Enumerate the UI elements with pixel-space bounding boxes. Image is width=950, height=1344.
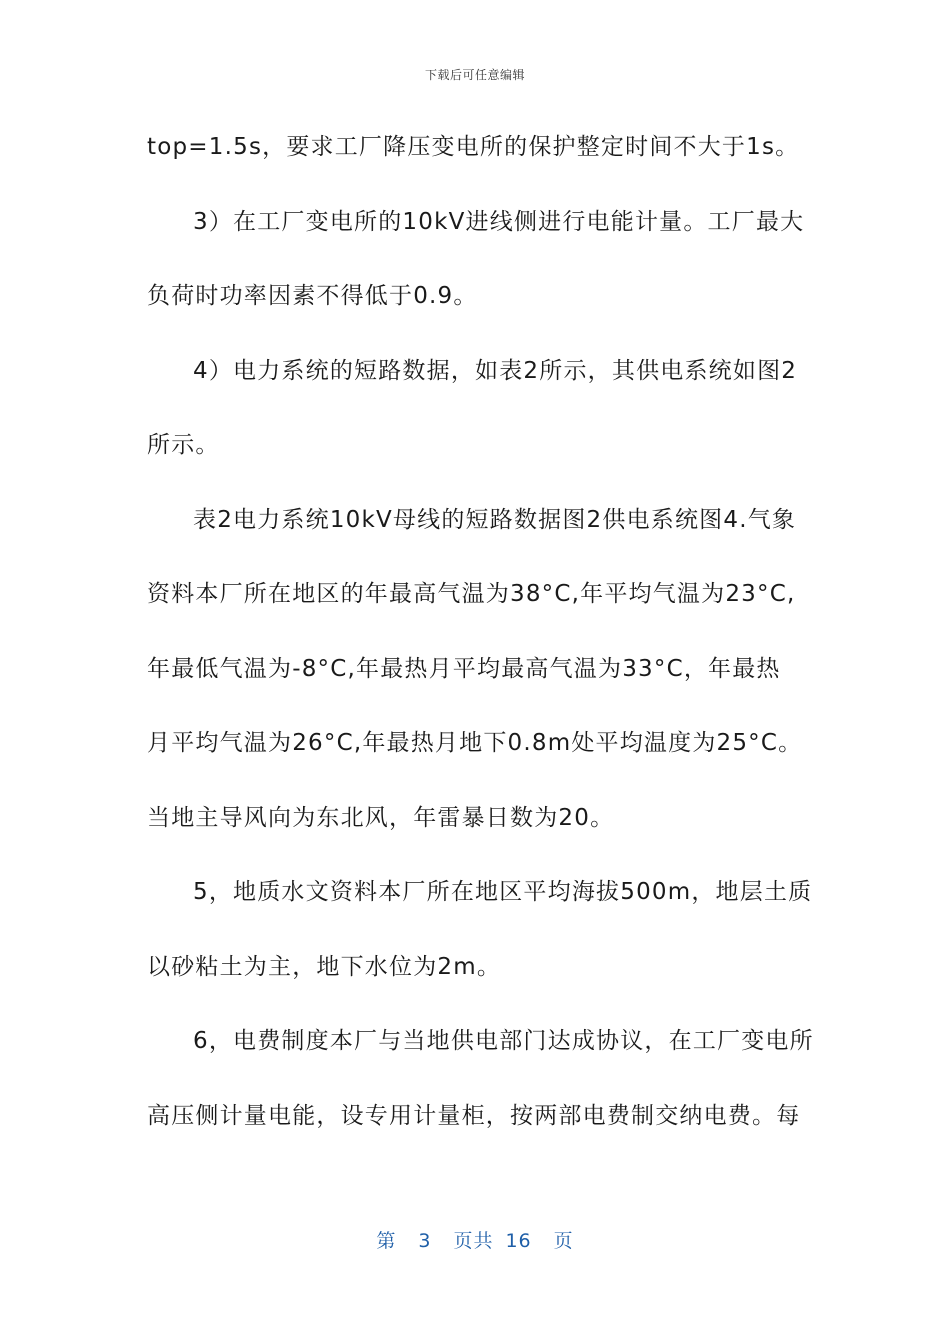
page-header: 下载后可任意编辑 bbox=[424, 68, 525, 82]
text-line-6: 表2电力系统10kV母线的短路数据图2供电系统图4.气象 bbox=[193, 506, 797, 533]
text-line-4: 4）电力系统的短路数据，如表2所示，其供电系统如图2 bbox=[193, 357, 798, 384]
footer-total-pages: 16 bbox=[505, 1230, 532, 1252]
text-line-1: top=1.5s，要求工厂降压变电所的保护整定时间不大于1s。 bbox=[147, 134, 800, 160]
text-line-11: 5，地质水文资料本厂所在地区平均海拔500m，地层土质 bbox=[193, 879, 813, 905]
page-footer bbox=[0, 1226, 950, 1253]
text-line-5: 所示。 bbox=[147, 432, 220, 458]
text-line-12: 以砂粘土为主，地下水位为2m。 bbox=[147, 953, 502, 980]
text-line-2: 3）在工厂变电所的10kV进线侧进行电能计量。工厂最大 bbox=[193, 208, 805, 235]
footer-current-page: 3 bbox=[418, 1230, 432, 1252]
text-line-7: 资料本厂所在地区的年最高气温为38°C,年平均气温为23°C, bbox=[147, 581, 796, 607]
footer-prefix: 第 bbox=[376, 1230, 397, 1252]
text-line-14: 高压侧计量电能，设专用计量柜，按两部电费制交纳电费。每 bbox=[147, 1102, 801, 1129]
text-line-10: 当地主导风向为东北风，年雷暴日数为20。 bbox=[147, 804, 615, 831]
text-line-13: 6，电费制度本厂与当地供电部门达成协议，在工厂变电所 bbox=[193, 1028, 814, 1054]
text-line-9: 月平均气温为26°C,年最热月地下0.8m处平均温度为25°C。 bbox=[147, 730, 803, 756]
text-line-8: 年最低气温为-8°C,年最热月平均最高气温为33°C，年最热 bbox=[147, 655, 781, 682]
text-line-3: 负荷时功率因素不得低于0.9。 bbox=[147, 283, 478, 309]
footer-middle: 页共 bbox=[453, 1230, 494, 1252]
footer-suffix: 页 bbox=[553, 1230, 574, 1252]
document-body bbox=[147, 124, 814, 1167]
